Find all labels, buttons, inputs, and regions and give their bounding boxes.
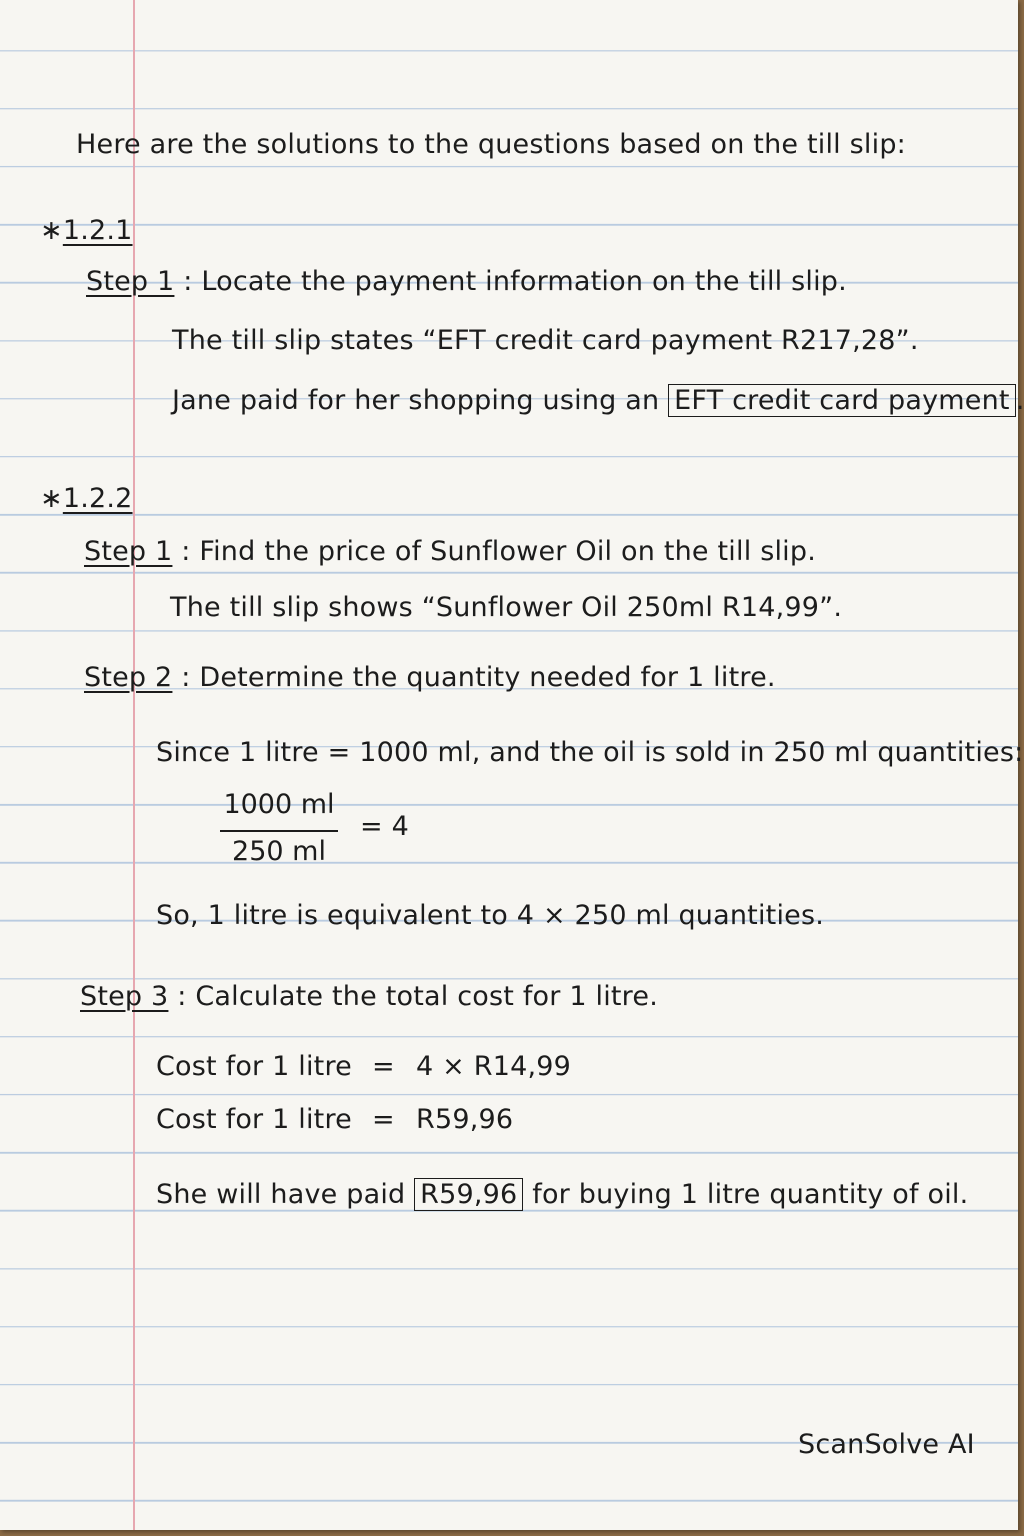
step-label: Step 1 [86,266,175,297]
question-heading-1-2-2 [40,482,133,516]
q122-step2-detail: Since 1 litre = 1000 ml, and the oil is sold in 250 ml quantities: [156,737,1024,768]
fraction-numerator: 1000 ml [223,789,335,820]
step-text: Locate the payment information on the till slip. [201,266,847,297]
answer-box: R59,96 [414,1178,523,1211]
question-number: 1.2.2 [62,483,133,514]
calc-line-2-equals: = [372,1104,395,1135]
calc-line-2-label: Cost for 1 litre [156,1104,352,1135]
step-text: Calculate the total cost for 1 litre. [195,981,658,1012]
q121-answer-line [172,384,1024,418]
question-heading-1-2-1 [40,214,133,248]
step-label: Step 1 [84,536,173,567]
answer-box: EFT credit card payment [668,384,1016,417]
q122-answer-line [156,1178,968,1212]
step-label: Step 2 [84,662,173,693]
q121-step1-detail: The till slip states “EFT credit card payment R217,28”. [172,325,919,356]
answer-text: She will have paid [156,1179,406,1210]
calc-line-1-value: 4 × R14,99 [416,1051,572,1082]
q121-step1-line [86,265,847,299]
answer-text: Jane paid for her shopping using an [172,385,660,416]
step-separator: : [181,662,191,693]
question-number: 1.2.1 [62,215,133,246]
star-marker: ∗ [40,483,63,514]
q122-step2-line [84,661,776,695]
step-separator: : [177,981,187,1012]
calc-line-1-label: Cost for 1 litre [156,1051,352,1082]
answer-end: . [1015,385,1024,416]
footer-brand: ScanSolve AI [798,1429,975,1460]
step-separator: : [181,536,191,567]
q122-step2-conclusion: So, 1 litre is equivalent to 4 × 250 ml quantities. [156,900,825,931]
q122-step1-line [84,535,816,569]
q122-step3-line [80,980,658,1014]
intro-text: Here are the solutions to the questions based on the till slip: [76,129,906,160]
calc-line-1-equals: = [372,1051,395,1082]
fraction-result: = 4 [360,811,409,842]
step-text: Find the price of Sunflower Oil on the till slip. [199,536,816,567]
q122-step1-detail: The till slip shows “Sunflower Oil 250ml R14,99”. [170,592,843,623]
answer-end: for buying 1 litre quantity of oil. [532,1179,969,1210]
fraction-denominator: 250 ml [232,836,326,867]
fraction [220,784,338,874]
calc-line-2-value: R59,96 [416,1104,514,1135]
fraction-bar [220,830,338,832]
step-separator: : [183,266,193,297]
step-label: Step 3 [80,981,169,1012]
step-text: Determine the quantity needed for 1 litre. [199,662,776,693]
star-marker: ∗ [40,215,63,246]
